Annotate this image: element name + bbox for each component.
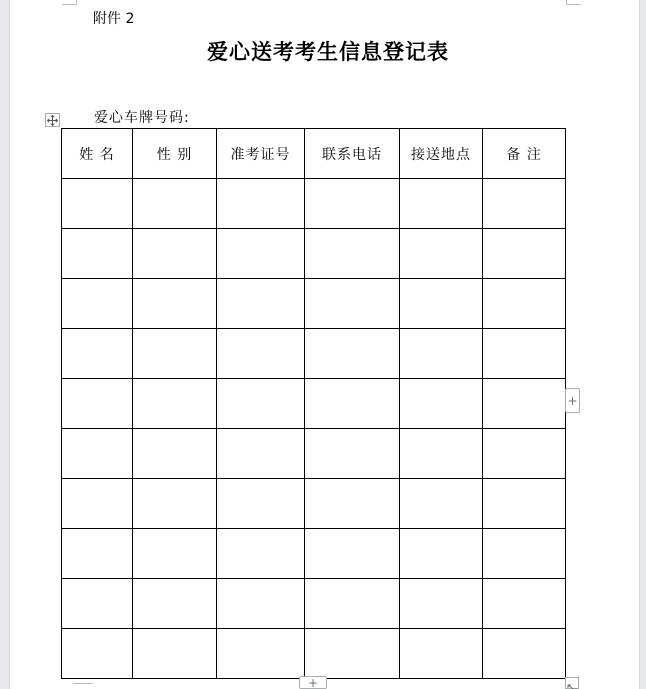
table-cell[interactable] xyxy=(400,529,483,579)
table-cell[interactable] xyxy=(305,479,400,529)
table-cell[interactable] xyxy=(133,579,217,629)
table-cell[interactable] xyxy=(400,279,483,329)
table-cell[interactable] xyxy=(483,379,566,429)
table-row xyxy=(62,479,566,529)
attachment-label: 附件 2 xyxy=(93,11,135,27)
table-cell[interactable] xyxy=(133,529,217,579)
table-cell[interactable] xyxy=(217,279,305,329)
move-arrows-icon xyxy=(47,115,58,126)
table-cell[interactable] xyxy=(62,279,133,329)
table-cell[interactable] xyxy=(483,579,566,629)
table-cell[interactable] xyxy=(483,629,566,679)
header-remarks: 备 注 xyxy=(483,129,566,179)
table-header-row xyxy=(62,129,566,179)
table-cell[interactable] xyxy=(62,529,133,579)
table-cell[interactable] xyxy=(483,429,566,479)
table-cell[interactable] xyxy=(62,229,133,279)
header-pickup-location: 接送地点 xyxy=(400,129,483,179)
table-cell[interactable] xyxy=(400,379,483,429)
table-cell[interactable] xyxy=(400,229,483,279)
table-cell[interactable] xyxy=(217,329,305,379)
table-cell[interactable] xyxy=(217,229,305,279)
table-row xyxy=(62,279,566,329)
table-cell[interactable] xyxy=(400,329,483,379)
table-cell[interactable] xyxy=(305,229,400,279)
table-cell[interactable] xyxy=(400,179,483,229)
table-row xyxy=(62,329,566,379)
table-cell[interactable] xyxy=(400,479,483,529)
top-left-crop-mark xyxy=(62,0,77,5)
table-cell[interactable] xyxy=(217,529,305,579)
table-cell[interactable] xyxy=(305,579,400,629)
table-cell[interactable] xyxy=(305,329,400,379)
add-column-button[interactable]: + xyxy=(565,388,580,413)
table-cell[interactable] xyxy=(400,579,483,629)
table-cell[interactable] xyxy=(62,329,133,379)
table-cell[interactable] xyxy=(217,179,305,229)
registration-table xyxy=(61,128,566,679)
table-row xyxy=(62,229,566,279)
table-cell[interactable] xyxy=(483,229,566,279)
header-phone: 联系电话 xyxy=(305,129,400,179)
header-exam-number: 准考证号 xyxy=(217,129,305,179)
table-cell[interactable] xyxy=(305,429,400,479)
table-cell[interactable] xyxy=(62,479,133,529)
table-cell[interactable] xyxy=(62,629,133,679)
table-cell[interactable] xyxy=(133,329,217,379)
table-cell[interactable] xyxy=(217,429,305,479)
table-cell[interactable] xyxy=(217,479,305,529)
table-cell[interactable] xyxy=(483,529,566,579)
table-cell[interactable] xyxy=(483,479,566,529)
table-cell[interactable] xyxy=(62,579,133,629)
header-gender: 性 别 xyxy=(133,129,217,179)
table-cell[interactable] xyxy=(133,429,217,479)
header-name: 姓 名 xyxy=(62,129,133,179)
bottom-left-crop-mark xyxy=(73,683,93,689)
table-cell[interactable] xyxy=(400,429,483,479)
add-row-button[interactable]: + xyxy=(299,676,327,689)
table-row xyxy=(62,179,566,229)
table-row xyxy=(62,379,566,429)
table-cell[interactable] xyxy=(305,279,400,329)
table-cell[interactable] xyxy=(133,179,217,229)
table-cell[interactable] xyxy=(62,379,133,429)
table-move-icon[interactable] xyxy=(45,113,60,127)
table-row xyxy=(62,429,566,479)
table-cell[interactable] xyxy=(305,179,400,229)
left-margin-rail xyxy=(0,0,10,689)
table-cell[interactable] xyxy=(217,579,305,629)
right-margin-rail xyxy=(639,0,646,689)
table-row xyxy=(62,529,566,579)
table-cell[interactable] xyxy=(62,429,133,479)
table-cell[interactable] xyxy=(305,529,400,579)
table-cell[interactable] xyxy=(133,479,217,529)
document-title: 爱心送考考生信息登记表 xyxy=(207,39,449,64)
table-cell[interactable] xyxy=(217,629,305,679)
table-cell[interactable] xyxy=(133,379,217,429)
table-cell[interactable] xyxy=(305,629,400,679)
table-cell[interactable] xyxy=(62,179,133,229)
table-cell[interactable] xyxy=(400,629,483,679)
table-row xyxy=(62,629,566,679)
table-cell[interactable] xyxy=(483,329,566,379)
table-cell[interactable] xyxy=(483,179,566,229)
table-cell[interactable] xyxy=(483,279,566,329)
table-cell[interactable] xyxy=(217,379,305,429)
resize-arrows-icon xyxy=(566,683,578,689)
table-body xyxy=(62,179,566,679)
table-cell[interactable] xyxy=(305,379,400,429)
table-cell[interactable] xyxy=(133,279,217,329)
table-resize-icon[interactable] xyxy=(565,677,579,689)
table-cell[interactable] xyxy=(133,629,217,679)
plate-number-label: 爱心车牌号码: xyxy=(94,110,190,126)
top-right-crop-mark xyxy=(566,0,581,5)
table-cell[interactable] xyxy=(133,229,217,279)
table-row xyxy=(62,579,566,629)
